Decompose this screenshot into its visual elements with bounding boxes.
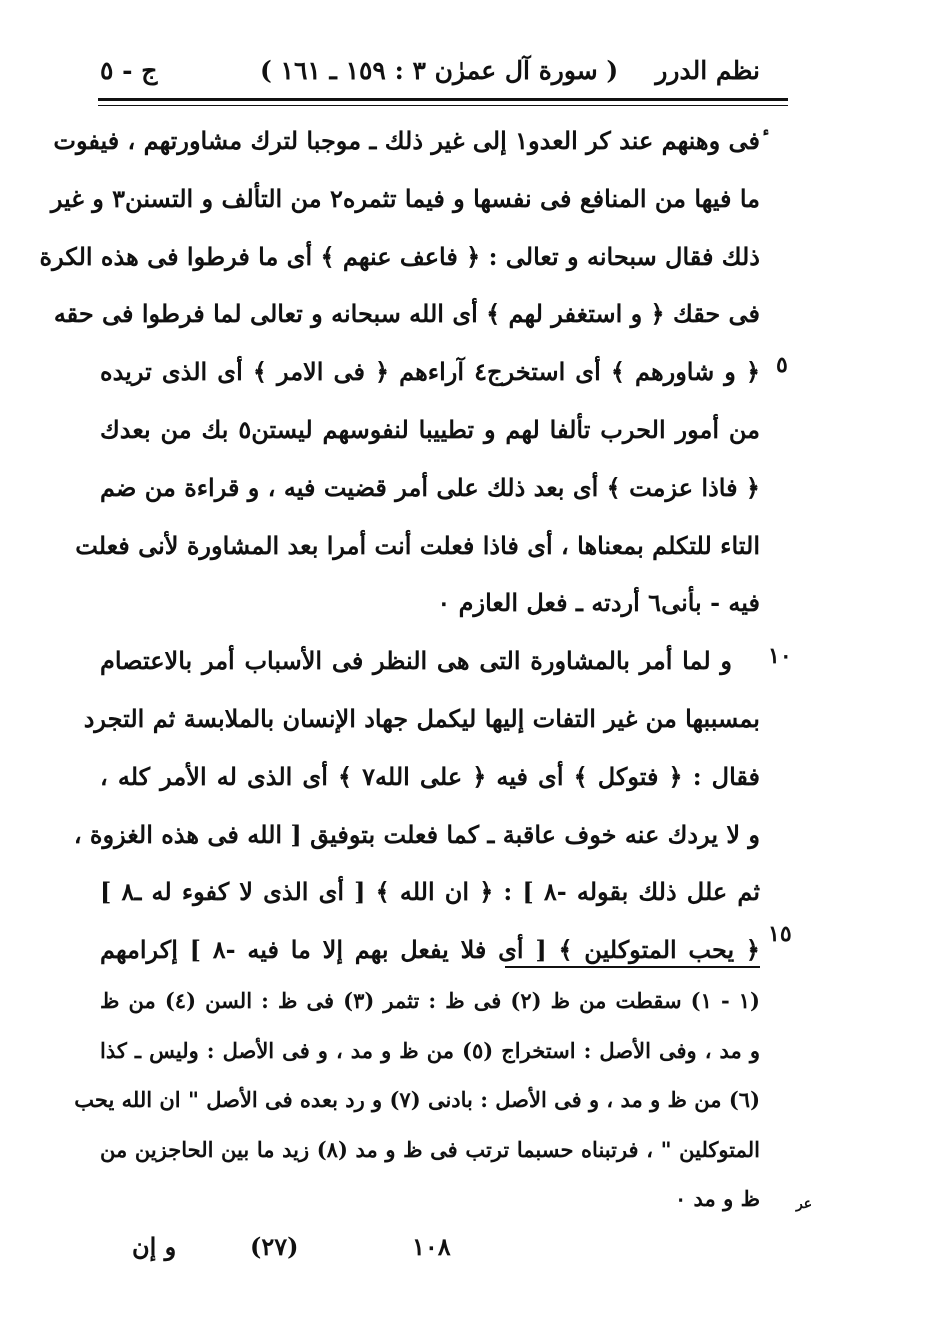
- footnote-line: المتوکلین " ، فرتبناه حسبما ترتب فی ظ و مد (٨) زید ما بین الحاجزین من: [100, 1136, 760, 1162]
- text-line: ﴿ یحب المتوکلین ﴾ [ أی فلا یفعل بھم إلا ما فیه -٨ ] إکرامھم: [100, 935, 760, 965]
- text-line: التاء للتکلم بمعناھا ، أی فاذا فعلت أنت أمرا بعد المشاورة لأنی فعلت: [75, 530, 760, 560]
- volume-number: ج - ٥: [100, 56, 158, 85]
- main-text: [39, 112, 761, 979]
- page-footer: [100, 1232, 760, 1272]
- text-line: فقال : ﴿ فتوکل ﴾ أی فیه ﴿ علی الله٧ ﴾ أی الذی له الأمر کله ،: [100, 761, 761, 791]
- line-number-5: ٥: [776, 352, 788, 378]
- footnote-line: (١ - ١) سقطت من ظ (٢) فی ظ : تثمر (٣) فی ظ : السن (٤) من ظ: [100, 988, 760, 1013]
- text-line: و لا یردك عنه خوف عاقبة ـ کما فعلت بتوفیق [ الله فی ھذه الغزوة ،: [73, 819, 760, 849]
- text-line: ٔفی وھنھم عند کر العدو١ إلی غیر ذلك ـ موجبا لترك مشاورتھم ، فیفوت: [53, 126, 760, 155]
- footnotes: [74, 976, 760, 1224]
- book-title: نظم الدرر: [655, 56, 760, 85]
- surah-reference: ( سورة آل عمرٰن ٣ : ١٥٩ ـ ١٦١ ): [260, 56, 619, 85]
- footnote-line: ظ و مد ٠: [674, 1186, 760, 1211]
- footnote-line: (٦) من ظ و مد ، و فی الأصل : بادنی (٧) و رد بعده فی الأصل " ان الله یحب: [74, 1087, 760, 1112]
- text-line-paragraph-start: و لما أمر بالمشاورة التی ھی النظر فی الأسباب أمر بالاعتصام: [100, 646, 732, 676]
- header-rule-thin: [98, 105, 788, 106]
- margin-mark: عر: [796, 1196, 813, 1212]
- page-header: [100, 56, 760, 96]
- text-line: فیه - بأنی٦ أردته ـ فعل العازم ٠: [437, 588, 760, 618]
- text-line: فی حقك ﴿ و استغفر لھم ﴾ أی الله سبحانه و تعالی لما فرطوا فی حقه: [53, 299, 760, 329]
- footnote-line: و مد ، وفی الأصل : استخراج (٥) من ظ و مد ، و فی الأصل : ولیس ـ کذا: [100, 1037, 760, 1063]
- text-line: ذلك فقال سبحانه و تعالی : ﴿ فاعف عنھم ﴾ أی ما فرطوا فی ھذه الکرة: [39, 241, 760, 271]
- line-number-10: ١٠: [768, 643, 792, 669]
- text-line: بمسببھا من غیر التفات إلیھا لیکمل جھاد الإنسان بالملابسة ثم التجرد: [83, 703, 760, 733]
- text-line: ﴿ فاذا عزمت ﴾ أی بعد ذلك علی أمر قضیت فیه ، و قراءة من ضم: [100, 472, 760, 502]
- catchword: و إن: [132, 1232, 177, 1261]
- line-number-15: ١٥: [768, 921, 792, 947]
- page-number: ١٠٨: [412, 1232, 451, 1261]
- text-line: ما فیھا من المنافع فی نفسھا و فیما تثمره٢ من التألف و التسنن٣ و غیر: [50, 183, 760, 213]
- signature-mark: (٢٧): [250, 1232, 299, 1261]
- footnote-rule: [505, 966, 760, 968]
- text-line: من أمور الحرب تألفا لھم و تطییبا لنفوسھم لیستن٥ بك من بعدك: [100, 414, 761, 444]
- text-line: ﴿ و شاورھم ﴾ أی استخرج٤ آراءھم ﴿ فی الامر ﴾ أی الذی تریده: [100, 357, 761, 387]
- text-line: ثم علل ذلك بقوله -٨ ] : ﴿ ان الله ﴾ [ أی الذی لا کفوء له ـ٨ ]: [100, 877, 760, 907]
- header-rule: [98, 98, 788, 101]
